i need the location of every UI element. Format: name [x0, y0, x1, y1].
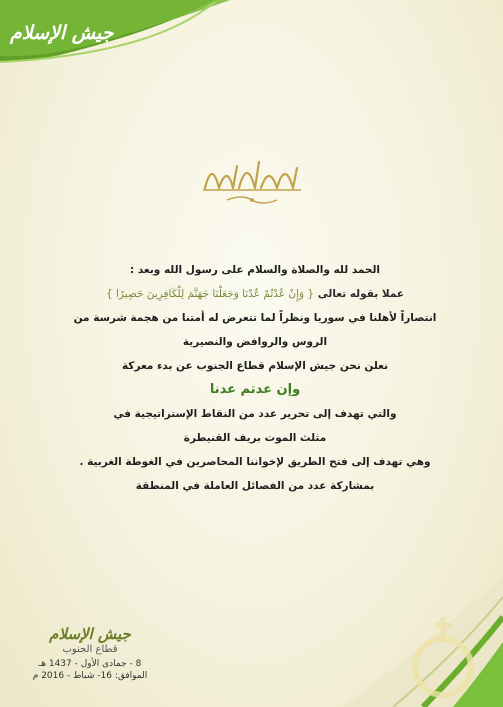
quran-verse: { وَإِنْ عُدْتُمْ عُدْنَا وَجَعَلْنَا جَهَنَّمَ لِلْكَافِرِينَ حَصِيرًا } [105, 288, 315, 300]
statement-line-10: بمشاركة عدد من الفصائل العاملة في المنطقة [135, 480, 375, 492]
quran-line [40, 282, 470, 306]
statement-line-3: انتصاراً لأهلنا في سوريا ونظراً لما تتعرض له أمتنا من هجمة شرسة من [73, 312, 437, 324]
corner-decoration [303, 557, 503, 707]
footer-sector: قطاع الجنوب [62, 644, 118, 655]
footer-signature [20, 625, 160, 681]
opening-line: الحمد لله والصلاة والسلام على رسول الله وبعد : [129, 264, 381, 276]
hijri-date: 8 - جمادى الأول - 1437 هـ [38, 659, 142, 669]
bismillah-calligraphy [197, 150, 307, 210]
statement-line-9: وهي تهدف إلى فتح الطريق لإخواننا المحاصرين في الغوطة الغربية . [79, 456, 431, 468]
battle-name: وإن عدتم عدنا [209, 382, 301, 397]
statement-line-8: مثلث الموت بريف القنيطرة [183, 432, 327, 444]
gregorian-date: الموافق: 16- شباط - 2016 م [32, 671, 148, 681]
statement-line-4: الروس والروافض والنصيرية [182, 336, 328, 348]
header-logo: جيش الإسلام [10, 22, 114, 44]
statement-line-5: نعلن نحن جيش الإسلام قطاع الجنوب عن بدء معركة [121, 360, 389, 372]
footer-logo: جيش الإسلام [49, 625, 131, 643]
statement-body [40, 258, 470, 498]
quran-prefix: عملا بقوله تعالى [317, 288, 405, 300]
statement-line-7: والتي تهدف إلى تحرير عدد من النقاط الإستراتيجية في [113, 408, 397, 420]
